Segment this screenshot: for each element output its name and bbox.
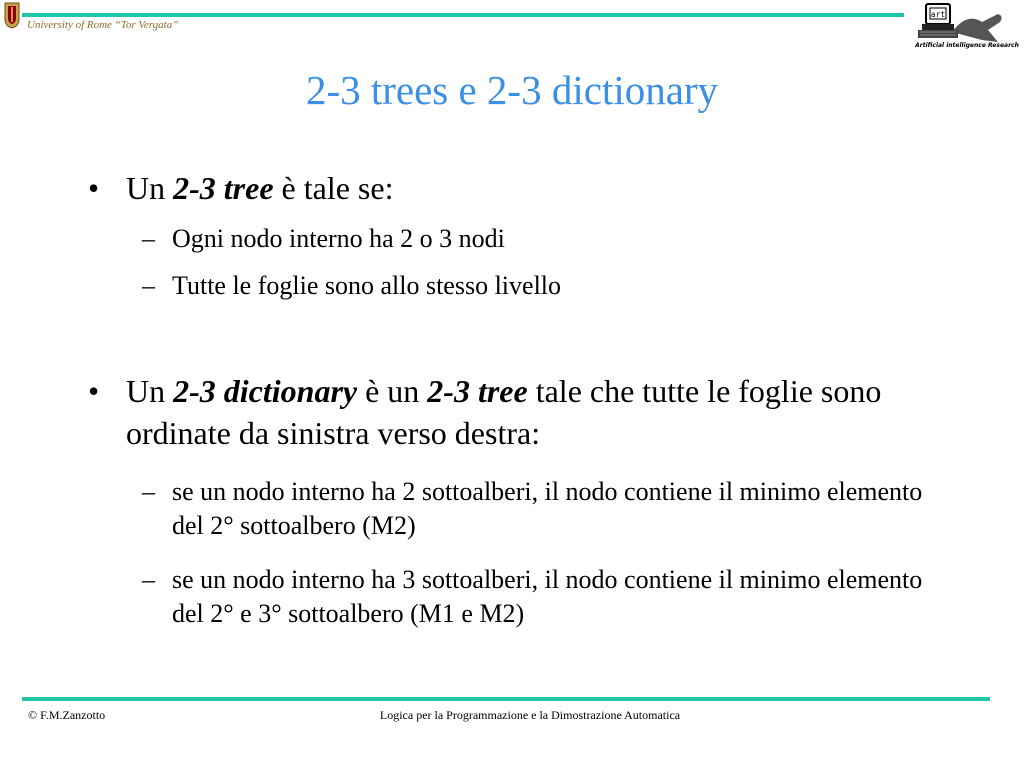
bullet-item (88, 370, 918, 454)
art-badge-text: art (930, 10, 946, 19)
dash-marker: – (142, 271, 155, 300)
text-run: Un (126, 373, 174, 409)
sub-bullet-item (142, 475, 942, 543)
art-logo-caption: Artificial intelligence Research (915, 42, 1019, 49)
term-2-3-tree: 2-3 tree (173, 170, 274, 206)
sub-bullet-item (142, 563, 942, 631)
dash-marker: – (142, 224, 155, 253)
sub-bullet-text: se un nodo interno ha 2 sottoalberi, il nodo contiene il minimo elemento del 2° sottoalbero (M2) (172, 477, 923, 540)
sub-bullet-item (142, 269, 942, 303)
bullet-item (88, 167, 918, 209)
text-run: è tale se: (273, 170, 394, 206)
sub-bullet-text: Ogni nodo interno ha 2 o 3 nodi (172, 224, 505, 253)
footer-author: © F.M.Zanzotto (28, 708, 106, 722)
university-name: University of Rome “Tor Vergata” (27, 19, 179, 31)
text-run: tale che tutte le foglie sono ordinate da sinistra verso destra: (126, 373, 882, 451)
university-crest-icon (4, 2, 20, 29)
text-run: è un (357, 373, 428, 409)
bullet-marker: • (88, 373, 100, 409)
sub-bullet-text: Tutte le foglie sono allo stesso livello (172, 271, 562, 300)
dash-marker: – (142, 565, 155, 594)
dash-marker: – (142, 477, 155, 506)
bullet-text (126, 370, 918, 454)
bottom-rule (22, 697, 990, 701)
bullet-marker: • (88, 170, 100, 206)
bullet-text (126, 167, 918, 209)
term-2-3-dictionary: 2-3 dictionary (173, 373, 358, 409)
sub-bullet-text: se un nodo interno ha 3 sottoalberi, il nodo contiene il minimo elemento del 2° e 3° sottoalbero (M1 e M2) (172, 565, 923, 628)
top-rule (22, 13, 904, 17)
term-2-3-tree: 2-3 tree (427, 373, 528, 409)
text-run: Un (126, 170, 174, 206)
sub-bullet-item (142, 222, 942, 256)
footer-course-title: Logica per la Programmazione e la Dimostrazione Automatica (379, 708, 681, 722)
slide-title: 2-3 trees e 2-3 dictionary (305, 67, 719, 113)
